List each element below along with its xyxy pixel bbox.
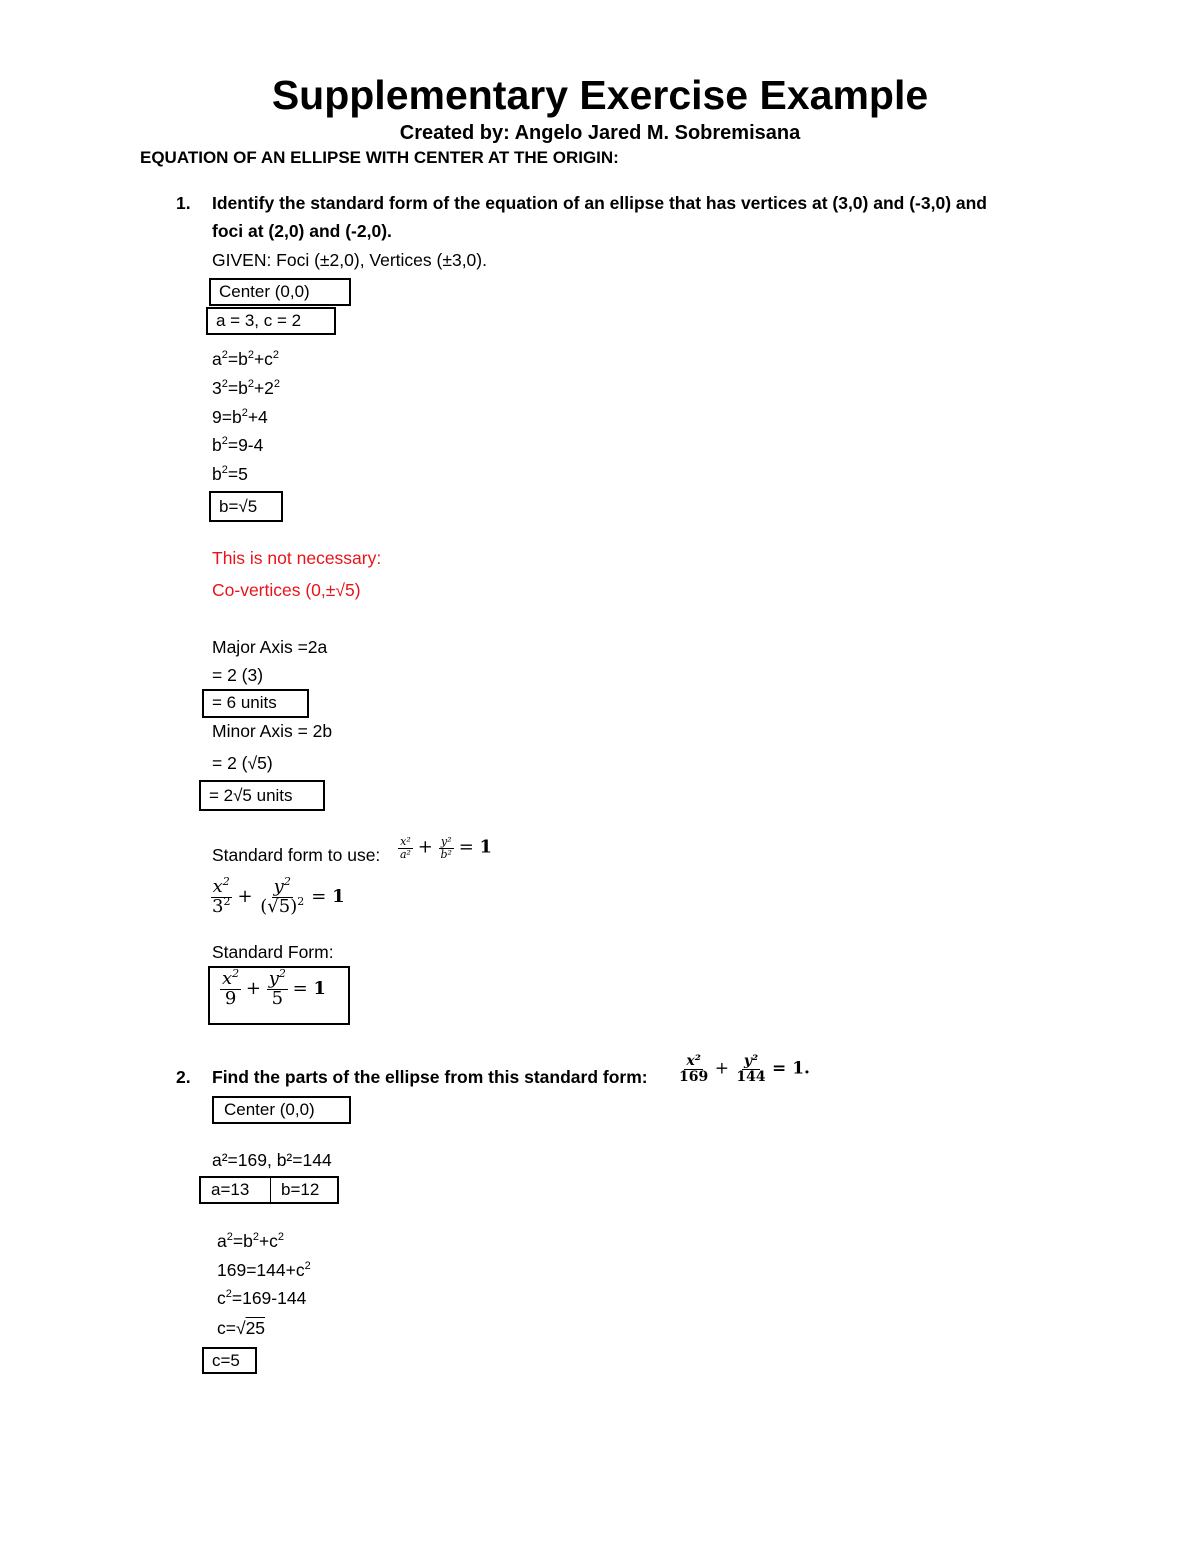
q1-major-box: = 6 units — [202, 689, 309, 718]
q2-c-box: c=5 — [202, 1347, 257, 1374]
q1-note1: This is not necessary: — [212, 548, 382, 568]
q1-step2: $3^2=b^2+2^2$ — [212, 378, 281, 398]
q1-major-line2: = 2 (3) — [212, 665, 264, 685]
q2-text: Find the parts of the ellipse from this standard form: — [212, 1067, 648, 1087]
q1-step5: $b^2=5$ — [212, 464, 248, 484]
q2-step1: $a^2=b^2+c^2$ — [217, 1231, 285, 1251]
q2-step4: c=√25 — [217, 1318, 266, 1338]
q1-step1: $a^2=b^2+c^2$ — [212, 349, 280, 369]
q1-center-box: Center (0,0) — [209, 278, 351, 306]
q1-step4: $b^2=9-4$ — [212, 435, 264, 455]
q2-number: 2. — [176, 1067, 191, 1087]
page-title: Supplementary Exercise Example — [271, 72, 929, 118]
q1-minor-line1: Minor Axis = 2b — [212, 721, 333, 741]
q1-number: 1. — [176, 193, 191, 213]
q2-a-value: a=13 — [201, 1178, 271, 1202]
q1-b-box: b=√5 — [209, 491, 283, 522]
q2-step2: $169=144+c^2$ — [217, 1260, 311, 1280]
q1-std-label: Standard form to use: — [212, 845, 381, 865]
q2-b-value: b=12 — [281, 1180, 320, 1199]
q2-ab-box — [199, 1176, 339, 1204]
q1-minor-line2: = 2 (√5) — [212, 753, 273, 773]
q2-ab-line: a²=169, b²=144 — [212, 1150, 332, 1170]
q2-center-box: Center (0,0) — [212, 1096, 351, 1124]
q1-substituted-equation: $\frac{x^2}{3^2}$ + $\frac{y^2}{(√5)^2}$ = 1 — [212, 875, 345, 917]
q1-std-equation: $\frac{\text{x²}}{\text{a²}}$ + $\frac{\text{y²}}{\text{b²}}$ = 1 — [400, 835, 493, 861]
q2-equation: $\frac{\text{x²}}{169}$ + $\frac{\text{y²}}{144}$ = 1. — [679, 1053, 810, 1085]
section-heading: EQUATION OF AN ELLIPSE WITH CENTER AT THE ORIGIN: — [140, 148, 619, 167]
q1-minor-box: = 2√5 units — [199, 780, 325, 811]
q2-step3: $c^2=169-144$ — [217, 1288, 307, 1308]
q1-text-line2: foci at (2,0) and (-2,0). — [212, 221, 392, 241]
q1-given: GIVEN: Foci (±2,0), Vertices (±3,0). — [212, 250, 487, 270]
page-subtitle: Created by: Angelo Jared M. Sobremisana — [399, 122, 801, 144]
q1-final-equation-box: $\frac{x^2}{9}$ + $\frac{y^2}{5}$ = 1 — [208, 966, 350, 1025]
q1-ac-box: a = 3, c = 2 — [206, 307, 336, 335]
q1-text-line1: Identify the standard form of the equation of an ellipse that has vertices at (3,0) and (-3,0) and — [212, 193, 987, 213]
q1-std-final-label: Standard Form: — [212, 942, 334, 962]
q1-note2: Co-vertices (0,±√5) — [212, 580, 361, 600]
q1-step3: $9=b^2+4$ — [212, 407, 268, 427]
q1-major-line1: Major Axis =2a — [212, 637, 328, 657]
